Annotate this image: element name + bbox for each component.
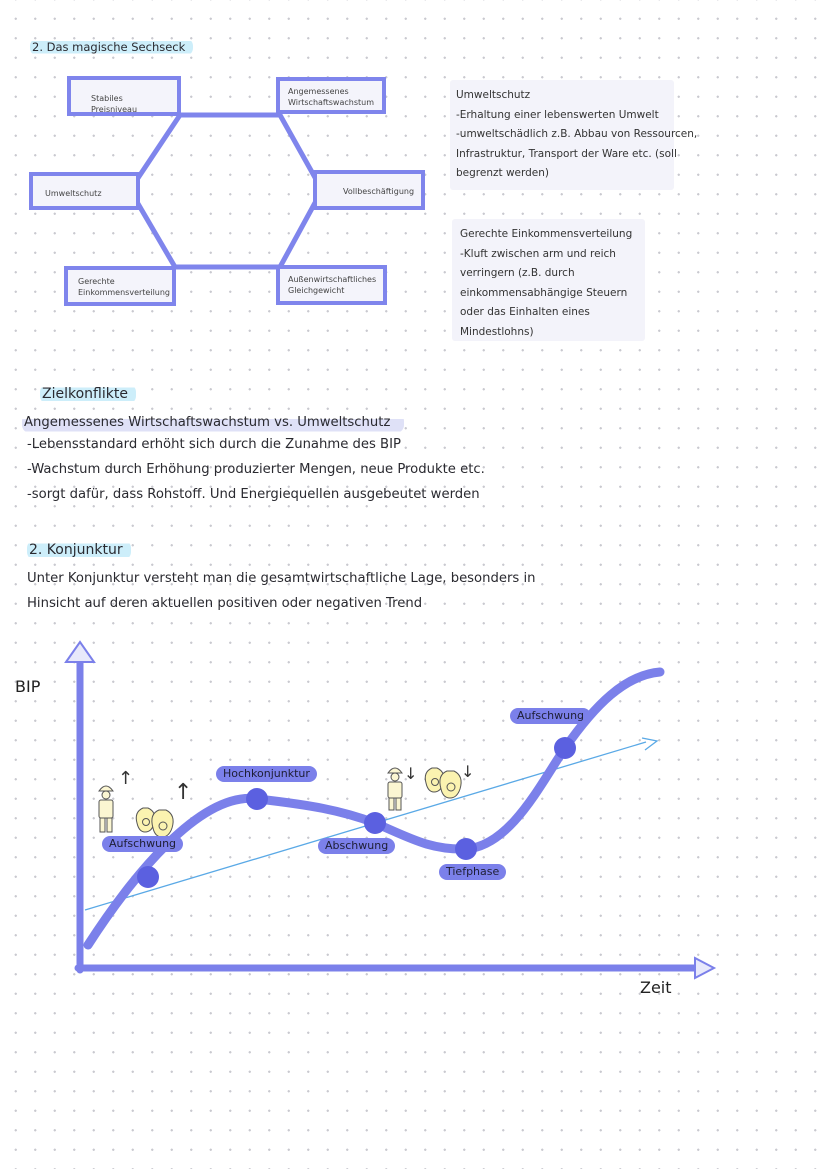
konjunktur-line: Hinsicht auf deren aktuellen positiven oder negativen Trend bbox=[27, 596, 423, 611]
hex-box-einkommensverteilung: Gerechte Einkommensverteilung bbox=[64, 266, 176, 306]
konjunktur-line: Unter Konjunktur versteht man die gesamtwirtschaftliche Lage, besonders in bbox=[27, 571, 536, 586]
note-umweltschutz bbox=[450, 80, 698, 190]
zielkonflikt-line: -sorgt dafür, dass Rohstoff. Und Energiequellen ausgebeutet werden bbox=[27, 487, 480, 502]
note-einkommen-title: Gerechte Einkommensverteilung bbox=[460, 228, 633, 240]
money-bag-icon bbox=[136, 808, 173, 837]
note-line: -umweltschädlich z.B. Abbau von Ressourcen, bbox=[456, 128, 698, 140]
x-axis-arrowhead bbox=[695, 958, 714, 978]
money-bag-icon bbox=[425, 768, 461, 798]
note-umweltschutz-title: Umweltschutz bbox=[456, 89, 531, 101]
note-line: -Kluft zwischen arm und reich bbox=[460, 247, 616, 260]
y-axis-label: BIP bbox=[15, 677, 41, 696]
phase-label-aufschwung-1: Aufschwung bbox=[102, 836, 183, 852]
hex-box-preisniveau: Stabiles Preisniveau bbox=[67, 76, 181, 116]
worker-icon bbox=[388, 768, 402, 810]
zielkonflikt-line: -Wachstum durch Erhöhung produzierter Mengen, neue Produkte etc. bbox=[27, 462, 485, 477]
worker-icon bbox=[99, 786, 113, 832]
zielkonflikt-line: -Lebensstandard erhöht sich durch die Zunahme des BIP bbox=[27, 437, 401, 452]
x-axis-label: Zeit bbox=[640, 978, 672, 997]
trend-arrowhead bbox=[642, 738, 657, 750]
hex-box-wirtschaftswachstum: Angemessenes Wirtschaftswachstum bbox=[276, 77, 386, 114]
phase-point-tiefphase bbox=[455, 838, 477, 860]
note-line: Infrastruktur, Transport der Ware etc. (soll bbox=[456, 147, 677, 160]
note-line: begrenzt werden) bbox=[456, 167, 550, 179]
arrow-up-icon: ↑ bbox=[118, 768, 134, 789]
note-line: Mindestlohns) bbox=[460, 325, 534, 338]
subheading-zielkonflikt: Angemessenes Wirtschaftswachstum vs. Umweltschutz bbox=[22, 413, 404, 433]
y-axis-arrowhead bbox=[66, 642, 94, 662]
phase-point-hochkonjunktur bbox=[246, 788, 268, 810]
phase-label-abschwung: Abschwung bbox=[318, 838, 395, 854]
arrow-up-icon: ↑ bbox=[174, 780, 193, 805]
section-title-sechseck: 2. Das magische Sechseck bbox=[30, 38, 193, 56]
konjunktur-chart bbox=[0, 620, 828, 1020]
phase-label-tiefphase: Tiefphase bbox=[439, 864, 506, 880]
note-einkommensverteilung bbox=[452, 219, 645, 341]
phase-label-hochkonjunktur: Hochkonjunktur bbox=[216, 766, 317, 782]
heading-zielkonflikte: Zielkonflikte bbox=[40, 384, 136, 404]
note-line: oder das Einhalten eines bbox=[460, 306, 590, 318]
arrow-down-icon: ↓ bbox=[461, 762, 475, 781]
hex-box-vollbeschaeftigung: Vollbeschäftigung bbox=[313, 170, 425, 210]
phase-label-aufschwung-2: Aufschwung bbox=[510, 708, 591, 724]
arrow-down-icon: ↓ bbox=[404, 764, 418, 783]
note-line: einkommensabhängige Steuern bbox=[460, 286, 628, 299]
note-line: -Erhaltung einer lebenswerten Umwelt bbox=[456, 108, 659, 121]
heading-konjunktur: 2. Konjunktur bbox=[27, 540, 131, 560]
phase-point-aufschwung-2 bbox=[554, 737, 576, 759]
note-line: verringern (z.B. durch bbox=[460, 267, 575, 279]
phase-point-aufschwung-1 bbox=[137, 866, 159, 888]
phase-point-abschwung bbox=[364, 812, 386, 834]
hex-box-umweltschutz: Umweltschutz bbox=[29, 172, 140, 210]
hex-box-aussenwirtschaft: Außenwirtschaftliches Gleichgewicht bbox=[276, 265, 387, 305]
